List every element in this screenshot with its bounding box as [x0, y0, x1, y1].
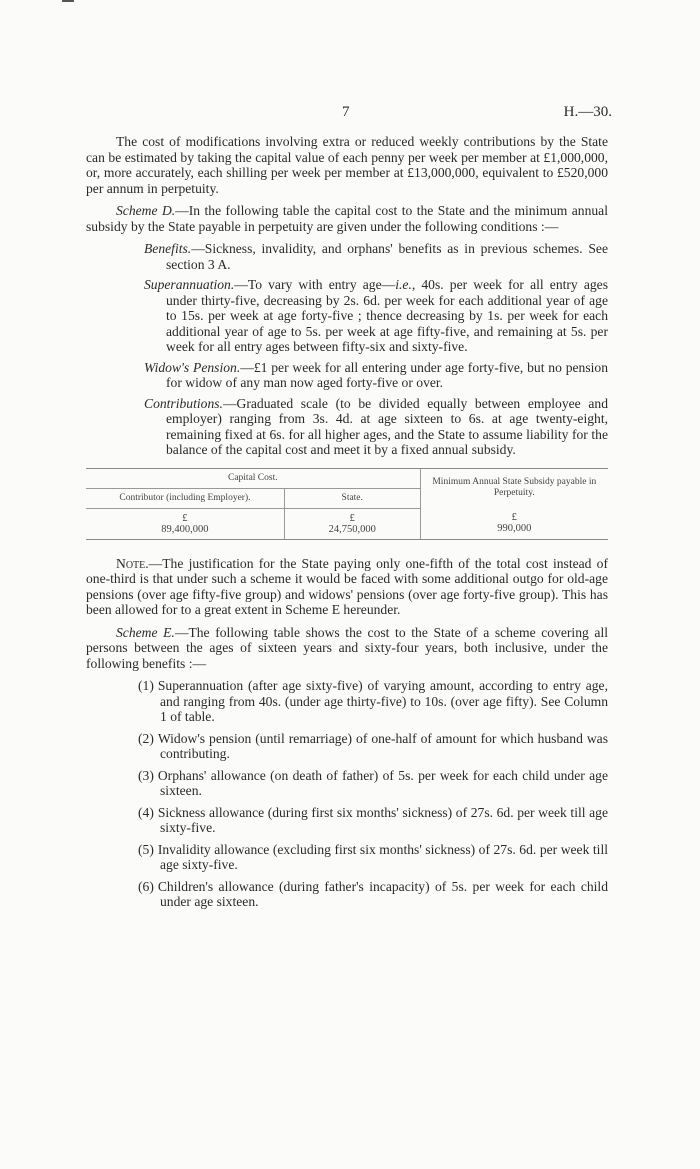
widows-pension-text: —£1 per week for all entering under age forty-five, but no pension for widow of any man now aged forty-five or over.	[166, 359, 608, 390]
intro-paragraph: The cost of modifications involving extra or reduced weekly contributions by the State can be estimated by taking the capital value of each penny per week per member at £1,000,000, or, more accurately, each shilling per week per member at £13,000,000, equivalent to £520,000 per annum in perpetuity.	[86, 134, 608, 196]
scheme-d-superannuation	[144, 277, 608, 355]
contributor-header: Contributor (including Employer).	[86, 488, 284, 508]
superannuation-label: Superannuation.	[144, 277, 235, 292]
unit-symbol: £	[182, 512, 188, 524]
scheme-d-text: —In the following table the capital cost to the State and the minimum annual subsidy by the State payable in perpetuity are given under the following conditions :—	[86, 203, 608, 234]
unit-symbol: £	[511, 512, 517, 524]
scheme-e-benefits-list	[86, 678, 608, 910]
list-item: (5) Invalidity allowance (excluding first six months' sickness) of 27s. 6d. per week till age sixty-five.	[138, 841, 608, 872]
unit-symbol: £	[349, 512, 355, 524]
subsidy-value: 990,000	[497, 523, 532, 535]
page-edge-mark	[62, 0, 74, 2]
page-header	[0, 104, 700, 124]
note-text: —The justification for the State paying only one-fifth of the total cost instead of one-third is that under such a scheme it would be faced with some additional outgo for old-age pensions (over age fifty-five group) and widows' pensions (over age forty-five group). This has been allowed for to a great extent in Scheme E hereunder.	[86, 555, 608, 617]
scheme-e-paragraph	[86, 625, 608, 672]
superannuation-text-post: 40s. per week for all entry ages under thirty-five, decreasing by 2s. 6d. per week for each additional year of age to 15s. per week at age forty-five ; thence decreasing by 1s. per week for each additional year of age to 5s. per week at age fifty-five, and remaining at 5s. per week for all entry ages between fifty-six and sixty-five.	[166, 277, 608, 354]
list-item: (1) Superannuation (after age sixty-five) of varying amount, according to entry age, and ranging from 40s. (under age thirty-five) to 10s. (over age fifty). See Column 1 of table.	[138, 678, 608, 724]
state-value: 24,750,000	[328, 523, 376, 535]
scheme-e-label: Scheme E.	[116, 624, 175, 640]
page-number: 7	[342, 104, 350, 120]
document-reference: H.—30.	[563, 104, 612, 120]
subsidy-header: Minimum Annual State Subsidy payable in Perpetuity.	[420, 469, 608, 509]
superannuation-text-pre: —To vary with entry age—	[234, 277, 396, 292]
contributions-label: Contributions.	[144, 395, 223, 411]
note-label: Note.	[116, 555, 149, 571]
capital-cost-header: Capital Cost.	[86, 469, 420, 489]
widows-pension-label: Widow's Pension.	[144, 359, 241, 375]
superannuation-ie: i.e.,	[395, 277, 416, 292]
list-item: (3) Orphans' allowance (on death of father) of 5s. per week for each child under age sixteen.	[138, 767, 608, 798]
scheme-d-paragraph	[86, 203, 608, 234]
scheme-d-label: Scheme D.	[116, 203, 176, 218]
table-row	[86, 508, 608, 539]
list-item: (2) Widow's pension (until remarriage) of one-half of amount for which husband was contributing.	[138, 730, 608, 761]
scheme-d-widows-pension	[144, 360, 608, 391]
subsidy-cell	[420, 508, 608, 539]
state-cell	[284, 508, 420, 539]
scheme-d-benefits	[144, 241, 608, 272]
note-paragraph	[86, 556, 608, 618]
benefits-label: Benefits.	[144, 241, 192, 256]
scheme-d-contributions	[144, 396, 608, 458]
benefits-text: —Sickness, invalidity, and orphans' benefits as in previous schemes. See section 3 A.	[166, 241, 608, 272]
list-item: (6) Children's allowance (during father's incapacity) of 5s. per week for each child under age sixteen.	[138, 878, 608, 909]
capital-cost-table	[86, 468, 608, 540]
contributor-cell	[86, 508, 284, 539]
state-header: State.	[284, 488, 420, 508]
page-body	[86, 134, 608, 916]
list-item: (4) Sickness allowance (during first six months' sickness) of 27s. 6d. per week till age sixty-five.	[138, 804, 608, 835]
contributor-value: 89,400,000	[161, 523, 209, 535]
scheme-e-text: —The following table shows the cost to the State of a scheme covering all persons between the ages of sixteen years and sixty-four years, both inclusive, under the following benefits :—	[86, 624, 608, 671]
contributions-text: —Graduated scale (to be divided equally between employee and employer) ranging from 3s. 4d. at age sixteen to 6s. at age twenty-eight, remaining fixed at 6s. for all higher ages, and the State to assume liability for the balance of the capital cost and meet it by a fixed annual subsidy.	[166, 395, 608, 457]
